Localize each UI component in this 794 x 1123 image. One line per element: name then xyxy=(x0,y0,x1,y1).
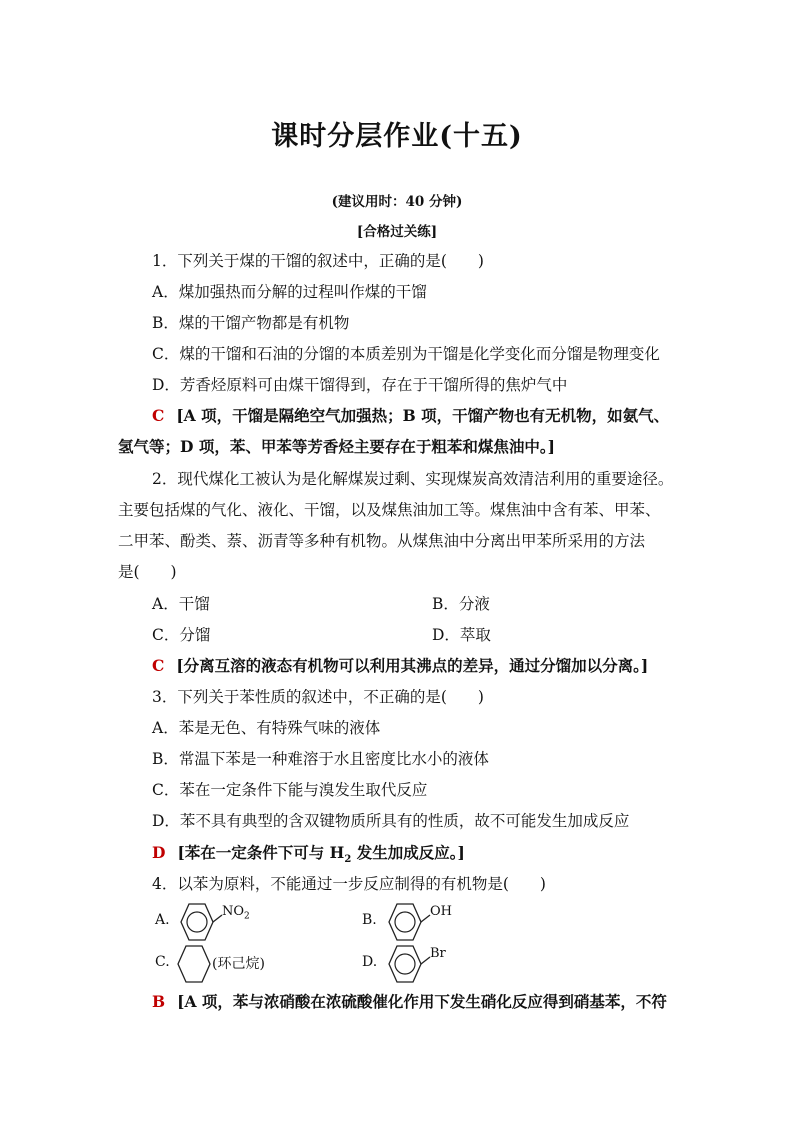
q1-answer-cont: 氢气等；D 项，苯、甲苯等芳香烃主要存在于粗苯和煤焦油中。] xyxy=(118,437,555,456)
q3-option-d: D．苯不具有典型的含双键物质所具有的性质，故不可能发生加成反应 xyxy=(152,812,630,830)
q3-answer-text-a: [苯在一定条件下可与 H xyxy=(177,843,345,862)
q3-option-c: C．苯在一定条件下能与溴发生取代反应 xyxy=(152,781,428,799)
q2-stem-1: 2．现代煤化工被认为是化解煤炭过剩、实现煤炭高效清洁利用的重要途径。 xyxy=(152,470,674,488)
page-title: 课时分层作业(十五) xyxy=(271,121,523,152)
q4-answer-text: [A 项，苯与浓硝酸在浓硫酸催化作用下发生硝化反应得到硝基苯，不符 xyxy=(177,992,667,1011)
q2-answer-text: [分离互溶的液态有机物可以利用其沸点的差异，通过分馏加以分离。] xyxy=(176,656,649,675)
q4-option-c-letter: C. xyxy=(155,954,170,970)
q4-option-b-letter: B. xyxy=(362,912,377,928)
q4-option-d-bromo: Br xyxy=(430,946,446,961)
q3-stem: 3．下列关于苯性质的叙述中，不正确的是( ) xyxy=(152,688,484,706)
q1-stem: 1．下列关于煤的干馏的叙述中，正确的是( ) xyxy=(152,252,484,270)
q3-answer xyxy=(152,843,465,870)
time-note: (建议用时：40 分钟) xyxy=(331,194,463,210)
phenol-structure xyxy=(382,900,432,944)
nitro-subscript: 2 xyxy=(244,911,250,922)
q2-answer-key: C xyxy=(152,656,165,675)
bromobenzene-structure xyxy=(382,942,432,986)
q3-option-b: B．常温下苯是一种难溶于水且密度比水小的液体 xyxy=(152,750,489,768)
q1-answer-key: C xyxy=(152,406,165,425)
q2-stem-4: 是( ) xyxy=(118,563,177,581)
q2-stem-3: 二甲苯、酚类、萘、沥青等多种有机物。从煤焦油中分离出甲苯所采用的方法 xyxy=(118,532,646,550)
nitrobenzene-structure xyxy=(174,900,224,944)
q1-option-d: D．芳香烃原料可由煤干馏得到，存在于干馏所得的焦炉气中 xyxy=(152,376,568,394)
section-heading: [合格过关练] xyxy=(356,224,438,240)
q4-stem: 4．以苯为原料，不能通过一步反应制得的有机物是( ) xyxy=(152,875,546,893)
nitro-text: NO xyxy=(222,904,245,919)
q2-option-c: C．分馏 xyxy=(152,626,211,644)
q3-answer-subscript: 2 xyxy=(344,854,352,866)
q4-answer xyxy=(152,992,667,1012)
q1-option-b: B．煤的干馏产物都是有机物 xyxy=(152,314,350,332)
q4-option-a-letter: A. xyxy=(155,912,170,928)
q4-option-b-hydroxyl: OH xyxy=(430,904,452,919)
q2-answer xyxy=(152,656,648,676)
q1-answer-text-1: [A 项，干馏是隔绝空气加强热；B 项，干馏产物也有无机物，如氨气、 xyxy=(176,406,670,425)
q4-answer-key: B xyxy=(152,992,166,1011)
q3-option-a: A．苯是无色、有特殊气味的液体 xyxy=(152,719,381,737)
q2-stem-2: 主要包括煤的气化、液化、干馏，以及煤焦油加工等。煤焦油中含有苯、甲苯、 xyxy=(118,501,661,519)
q4-option-d-letter: D. xyxy=(362,954,378,970)
q2-option-a: A．干馏 xyxy=(152,595,210,613)
q3-answer-text-b: 发生加成反应。] xyxy=(351,843,465,862)
q4-option-c-name: (环己烷) xyxy=(212,956,265,972)
q1-answer xyxy=(152,406,669,426)
q1-option-c: C．煤的干馏和石油的分馏的本质差别为干馏是化学变化而分馏是物理变化 xyxy=(152,345,660,363)
q3-answer-key: D xyxy=(152,843,166,862)
q1-option-a: A．煤加强热而分解的过程叫作煤的干馏 xyxy=(152,283,427,301)
q4-option-a-nitro-group xyxy=(222,904,250,922)
q2-option-b: B．分液 xyxy=(432,595,490,613)
q2-option-d: D．萃取 xyxy=(432,626,491,644)
cyclohexane-structure xyxy=(174,942,214,986)
